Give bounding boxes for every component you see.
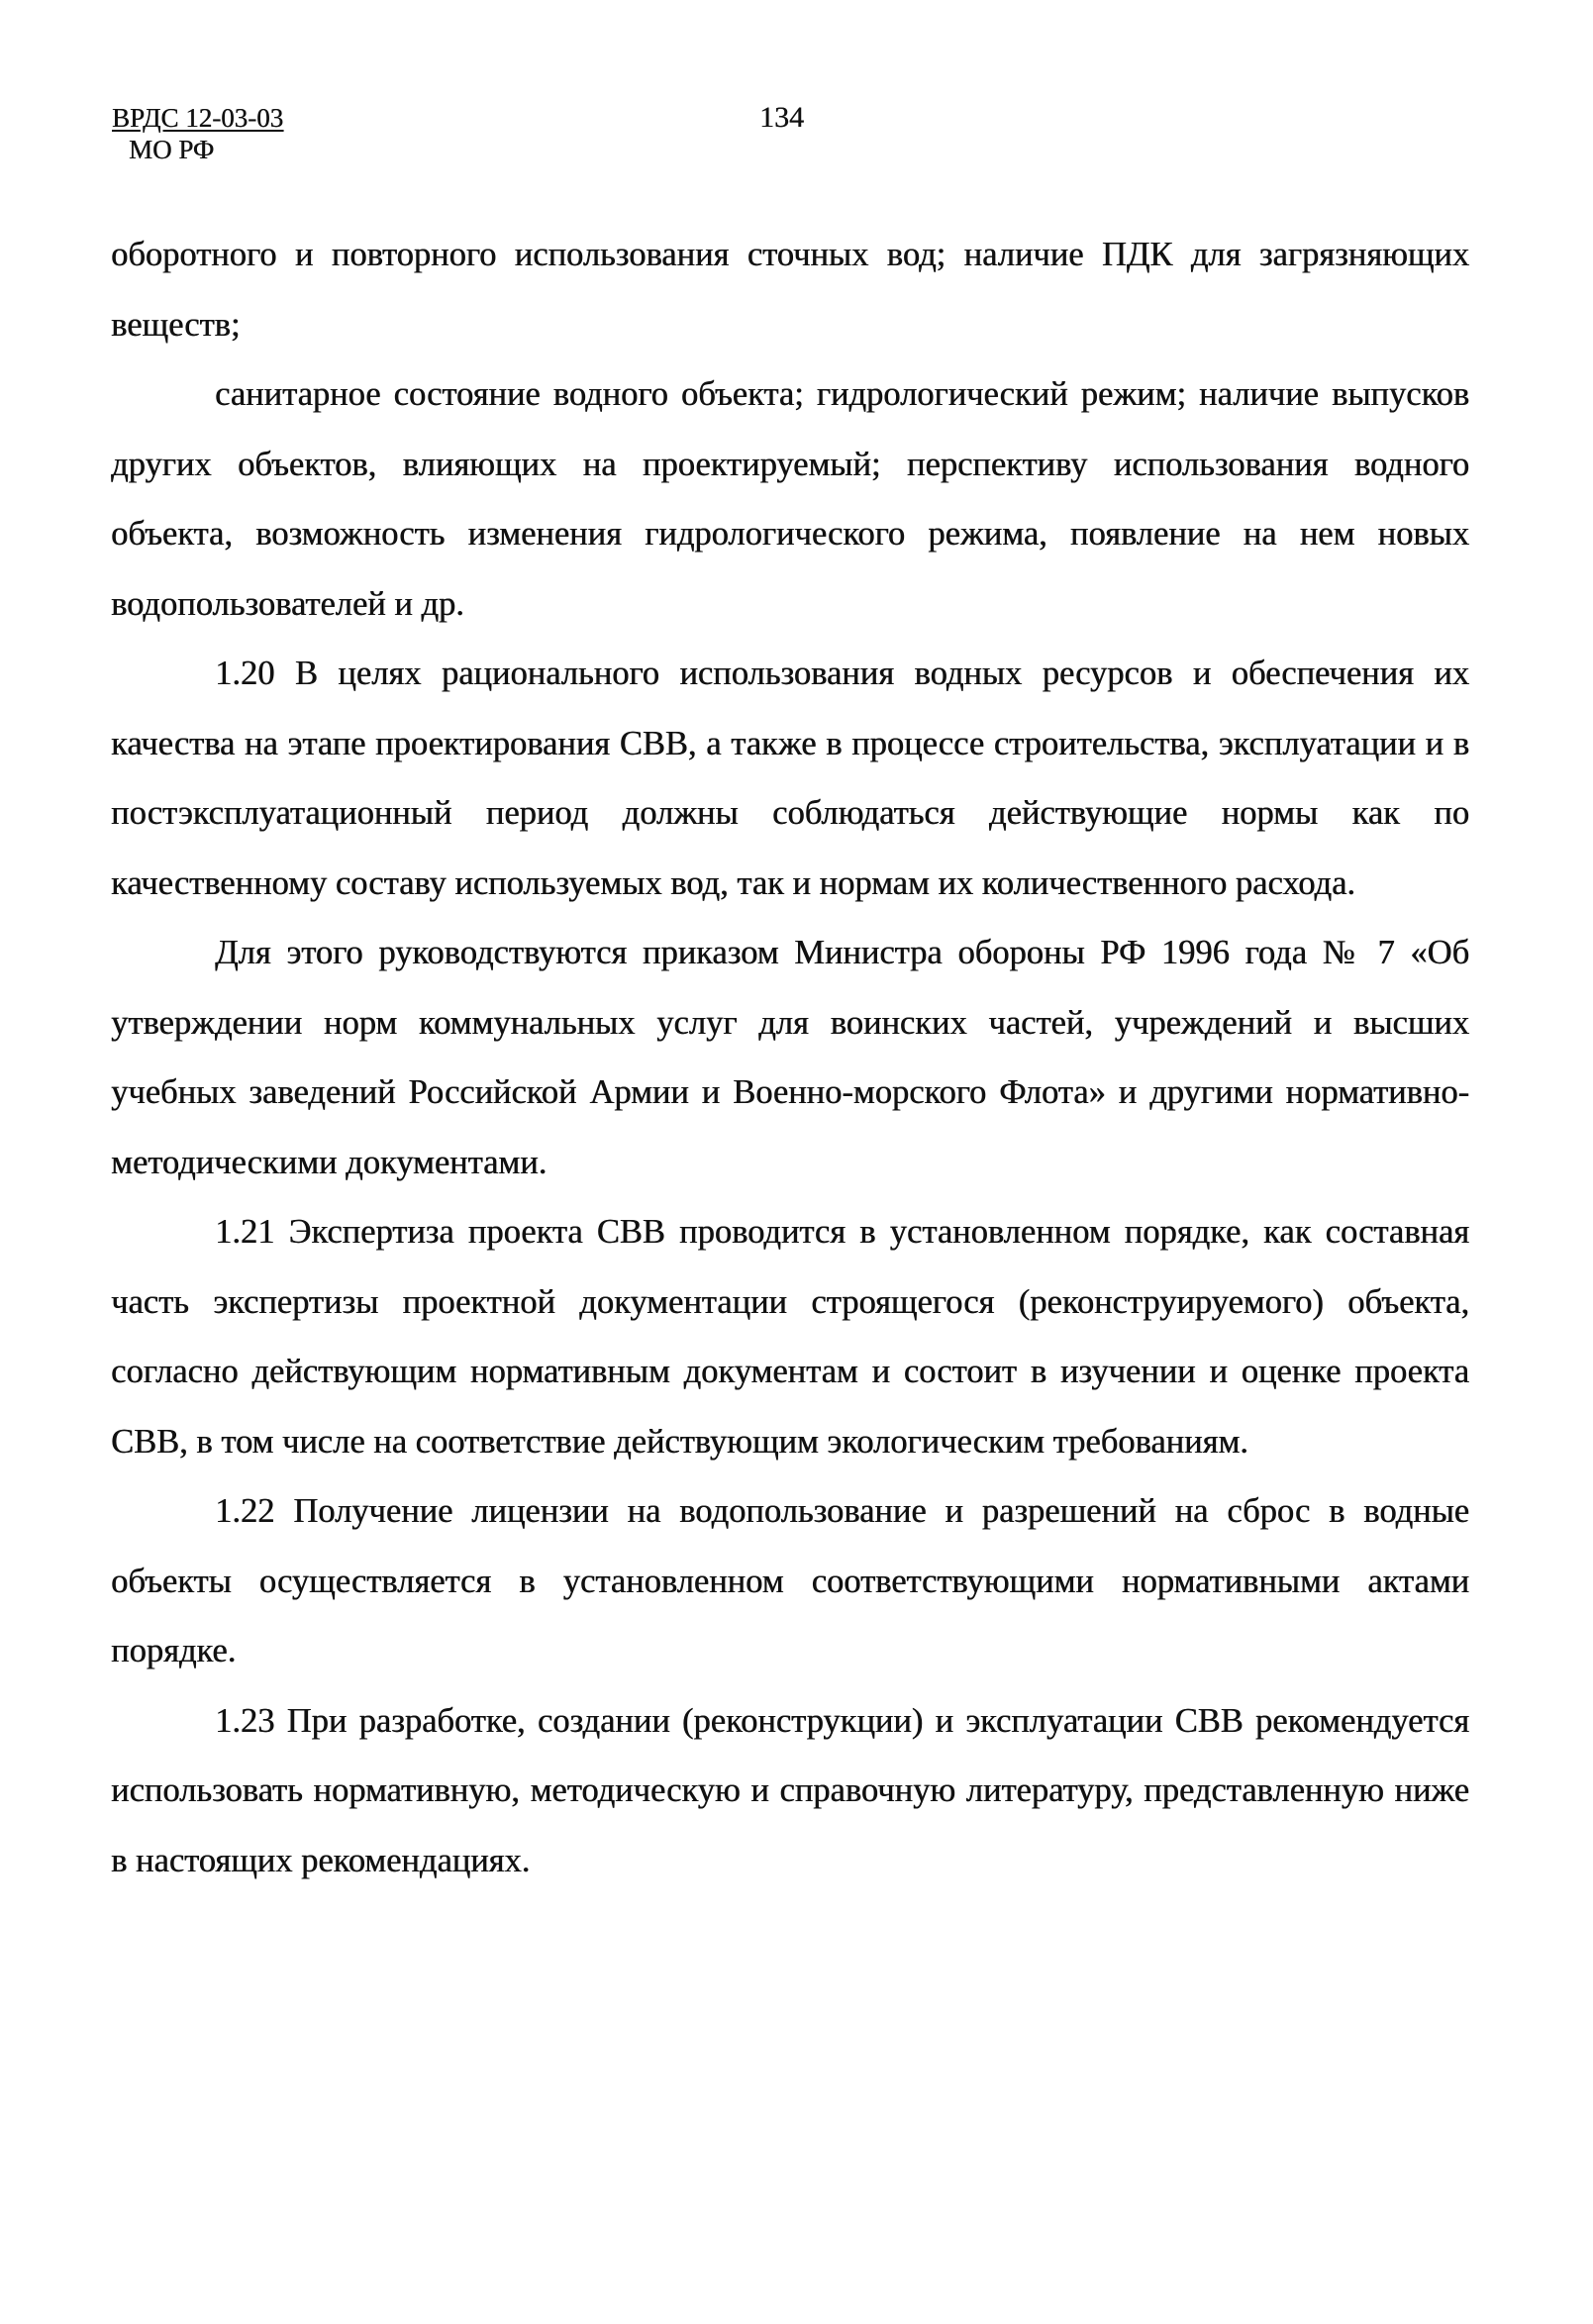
page-number: 134 [759,101,804,134]
paragraph: санитарное состояние водного объекта; гидрологический режим; наличие выпусков других объектов, влияющих на проектируемый; перспективу использования водного объекта, возможность изменения гидрологического режима, появление на нем новых водопользователей и др. [111,375,1469,623]
paragraph-1-20: 1.20 В целях рационального использования водных ресурсов и обеспечения их качества на этапе проектирования СВВ, а также в процессе строительства, эксплуатации и в постэксплуатационный период должны соблюдаться действующие нормы как по качественному составу используемых вод, так и нормам их количественного расхода. [111,655,1469,902]
document-body [111,220,1469,1895]
paragraph-1-23: 1.23 При разработке, создании (реконструкции) и эксплуатации СВВ рекомендуется использовать нормативную, методическую и справочную литературу, представленную ниже в настоящих рекомендациях. [111,1701,1469,1879]
paragraph: Для этого руководствуются приказом Министра обороны РФ 1996 года № 7 «Об утверждении норм коммунальных услуг для воинских частей, учреждений и высших учебных заведений Российской Армии и Военно-морского Флота» и другими нормативно-методическими документами. [111,934,1469,1181]
paragraph-continuation: оборотного и повторного использования сточных вод; наличие ПДК для загрязняющих веществ; [111,236,1469,344]
paragraph-1-21: 1.21 Экспертиза проекта СВВ проводится в установленном порядке, как составная часть экспертизы проектной документации строящегося (реконструируемого) объекта, согласно действующим нормативным документам и состоит в изучении и оценке проекта СВВ, в том числе на соответствие действующим экологическим требованиям. [111,1213,1469,1461]
organization-label: МО РФ [129,135,215,164]
document-code: ВРДС 12-03-03 [112,103,284,133]
paragraph-1-22: 1.22 Получение лицензии на водопользование и разрешений на сброс в водные объекты осуществляется в установленном соответствующими нормативными актами порядке. [111,1492,1469,1669]
